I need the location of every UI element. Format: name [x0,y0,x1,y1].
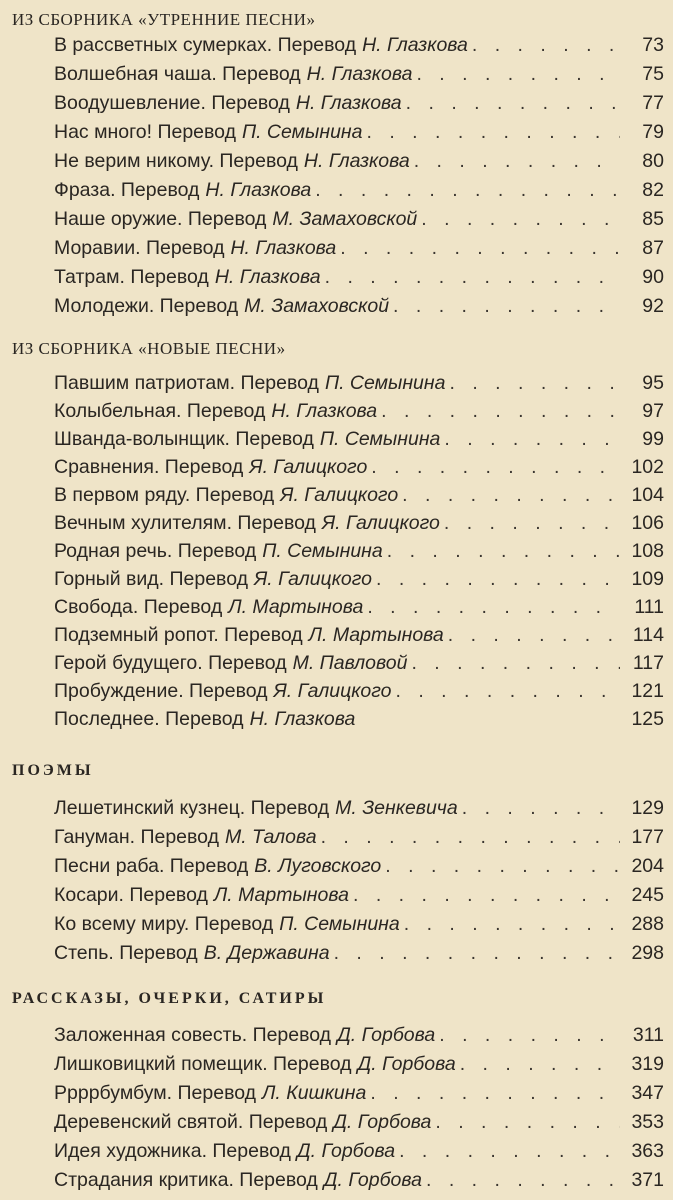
leader-dots [325,266,620,289]
entry-title: Страдания критика. Перевод [54,1169,318,1191]
toc-entry [54,34,664,62]
toc-entry [54,568,664,596]
entry-page: 95 [642,372,664,394]
entry-translator: Д. Горбова [337,1024,436,1046]
entry-translator: Я. Галицкого [254,568,372,590]
entry-title: Родная речь. Перевод [54,540,257,562]
leader-dots [376,568,620,591]
entry-page: 92 [642,295,664,317]
leader-dots [367,121,620,144]
toc-entry [54,913,664,941]
entry-page: 177 [631,826,664,848]
leader-dots [315,179,620,202]
entry-page: 129 [631,797,664,819]
entry-translator: Н. Глазкова [362,34,468,56]
entry-title: Павшим патриотам. Перевод [54,372,319,394]
entry-title: Идея художника. Перевод [54,1140,291,1162]
leader-dots [370,1082,620,1105]
leader-dots [402,484,620,507]
entry-page: 82 [642,179,664,201]
toc-entry [54,428,664,456]
leader-dots [421,208,620,231]
leader-dots [439,1024,620,1047]
entry-page: 363 [631,1140,664,1162]
entry-title: Заложенная совесть. Перевод [54,1024,332,1046]
entry-translator: Н. Глазкова [214,266,321,288]
entry-page: 109 [631,568,664,590]
entry-page: 245 [631,884,664,906]
leader-dots [381,400,620,423]
entry-page: 80 [642,150,664,172]
entry-page: 121 [631,680,664,702]
toc-entry [54,372,664,400]
entry-title: В первом ряду. Перевод [54,484,275,506]
toc-entry [54,596,664,624]
entry-page: 87 [642,237,664,259]
entry-translator: Я. Галицкого [280,484,399,506]
leader-dots [334,942,620,965]
leader-dots [414,150,620,173]
toc-entry [54,942,664,970]
entry-title: Вечным хулителям. Перевод [54,512,316,534]
entry-translator: Д. Горбова [357,1053,456,1075]
leader-dots [387,540,620,563]
toc-entry [54,1082,664,1110]
entry-title: Песни раба. Перевод [54,855,249,877]
entry-page: 79 [642,121,664,143]
toc-entry [54,208,664,236]
entry-translator: Л. Мартынова [308,624,444,646]
toc-entry [54,484,664,512]
toc-entry [54,1140,664,1168]
leader-dots [321,826,620,849]
entry-title: Гануман. Перевод [54,826,219,848]
entry-page: 114 [632,624,664,646]
entry-title: Лешетинский кузнец. Перевод [54,797,330,819]
toc-entry [54,680,664,708]
leader-dots [444,512,620,535]
section-heading: ПОЭМЫ [12,762,94,779]
entry-page: 85 [642,208,664,230]
entry-title: Последнее. Перевод [54,708,244,730]
entry-translator: Н. Глазкова [205,179,312,201]
entry-translator: Л. Мартынова [228,596,364,618]
toc-entry [54,266,664,294]
entry-page: 108 [631,540,664,562]
entry-translator: П. Семынина [279,913,400,935]
entry-title: Моравии. Перевод [54,237,225,259]
toc-entry [54,855,664,883]
entry-title: Нас много! Перевод [54,121,236,143]
entry-title: Колыбельная. Перевод [54,400,266,422]
entry-title: Волшебная чаша. Перевод [54,63,301,85]
entry-page: 102 [631,456,664,478]
entry-title: В рассветных сумерках. Перевод [54,34,357,56]
entry-title: Горный вид. Перевод [54,568,248,590]
toc-entry [54,708,664,736]
entry-title: Наше оружие. Перевод [54,208,267,230]
leader-dots [371,456,620,479]
toc-entry [54,1024,664,1052]
toc-entry [54,121,664,149]
entry-translator: Я. Галицкого [273,680,392,702]
entry-page: 106 [631,512,664,534]
entry-translator: Я. Галицкого [321,512,440,534]
leader-dots [426,1169,620,1192]
entry-page: 75 [642,63,664,85]
entry-translator: М. Замаховской [272,208,418,230]
entry-translator: Я. Галицкого [249,456,368,478]
entry-title: Татрам. Перевод [54,266,209,288]
leader-dots [353,884,620,907]
toc-entry [54,540,664,568]
entry-translator: М. Талова [224,826,317,848]
entry-title: Фраза. Перевод [54,179,200,201]
entry-translator: В. Державина [203,942,330,964]
entry-title: Герой будущего. Перевод [54,652,287,674]
entry-page: 298 [631,942,664,964]
entry-translator: Д. Горбова [333,1111,432,1133]
leader-dots [472,34,620,57]
entry-translator: Н. Глазкова [230,237,337,259]
entry-translator: Н. Глазкова [306,63,413,85]
leader-dots [416,63,620,86]
toc-entry [54,884,664,912]
leader-dots [404,913,620,936]
entry-translator: В. Луговского [254,855,382,877]
entry-translator: Н. Глазкова [295,92,402,114]
entry-translator: М. Павловой [292,652,408,674]
entry-title: Воодушевление. Перевод [54,92,290,114]
section-heading: ИЗ СБОРНИКА «УТРЕННИЕ ПЕСНИ» [12,10,316,29]
toc-entry [54,1169,664,1197]
toc-entry [54,237,664,265]
leader-dots [449,372,620,395]
entry-page: 111 [634,596,664,618]
entry-translator: Н. Глазкова [303,150,410,172]
entry-translator: М. Зенкевича [335,797,458,819]
entry-title: Ко всему миру. Перевод [54,913,274,935]
toc-entry [54,179,664,207]
entry-page: 90 [642,266,664,288]
toc-entry [54,797,664,825]
entry-title: Деревенский святой. Перевод [54,1111,328,1133]
leader-dots [396,680,620,703]
entry-page: 117 [632,652,664,674]
entry-page: 204 [631,855,664,877]
leader-dots [385,855,620,878]
entry-translator: Н. Глазкова [249,708,356,730]
leader-dots [448,624,620,647]
entry-page: 319 [631,1053,664,1075]
entry-page: 371 [631,1169,664,1191]
entry-page: 353 [631,1111,664,1133]
toc-entry [54,1111,664,1139]
entry-title: Свобода. Перевод [54,596,223,618]
leader-dots [340,237,620,260]
toc-entry [54,1053,664,1081]
toc-entry [54,400,664,428]
section-heading: РАССКАЗЫ, ОЧЕРКИ, САТИРЫ [12,990,327,1007]
entry-page: 311 [632,1024,664,1046]
entry-translator: П. Семынина [319,428,441,450]
toc-entry [54,624,664,652]
entry-page: 104 [631,484,664,506]
entry-translator: П. Семынина [262,540,383,562]
entry-translator: П. Семынина [241,121,363,143]
leader-dots [444,428,620,451]
toc-entry [54,92,664,120]
entry-translator: М. Замаховской [244,295,390,317]
entry-translator: Д. Горбова [296,1140,396,1162]
entry-title: Пробуждение. Перевод [54,680,268,702]
entry-page: 73 [642,34,664,56]
leader-dots [460,1053,620,1076]
entry-translator: П. Семынина [324,372,446,394]
entry-title: Молодежи. Перевод [54,295,239,317]
entry-page: 77 [642,92,664,114]
leader-dots [435,1111,620,1134]
toc-entry [54,150,664,178]
toc-entry [54,63,664,91]
leader-dots [406,92,620,115]
entry-translator: Н. Глазкова [271,400,378,422]
entry-title: Косари. Перевод [54,884,208,906]
section-heading: ИЗ СБОРНИКА «НОВЫЕ ПЕСНИ» [12,339,286,358]
toc-entry [54,826,664,854]
entry-title: Степь. Перевод [54,942,198,964]
entry-page: 288 [631,913,664,935]
entry-title: Подземный ропот. Перевод [54,624,303,646]
entry-title: Лишковицкий помещик. Перевод [54,1053,352,1075]
leader-dots [393,295,620,318]
entry-title: Сравнения. Перевод [54,456,244,478]
toc-entry [54,512,664,540]
entry-translator: Л. Кишкина [262,1082,367,1104]
entry-title: Ррррбумбум. Перевод [54,1082,256,1104]
leader-dots [411,652,620,675]
entry-page: 97 [642,400,664,422]
entry-translator: Д. Горбова [323,1169,422,1191]
toc-entry [54,456,664,484]
entry-page: 99 [642,428,664,450]
leader-dots [462,797,620,820]
entry-translator: Л. Мартынова [213,884,349,906]
toc-entry [54,295,664,323]
entry-page: 125 [631,708,664,730]
entry-title: Шванда-волынщик. Перевод [54,428,314,450]
leader-dots [367,596,620,619]
entry-page: 347 [631,1082,664,1104]
leader-dots [399,1140,620,1163]
toc-entry [54,652,664,680]
entry-title: Не верим никому. Перевод [54,150,298,172]
